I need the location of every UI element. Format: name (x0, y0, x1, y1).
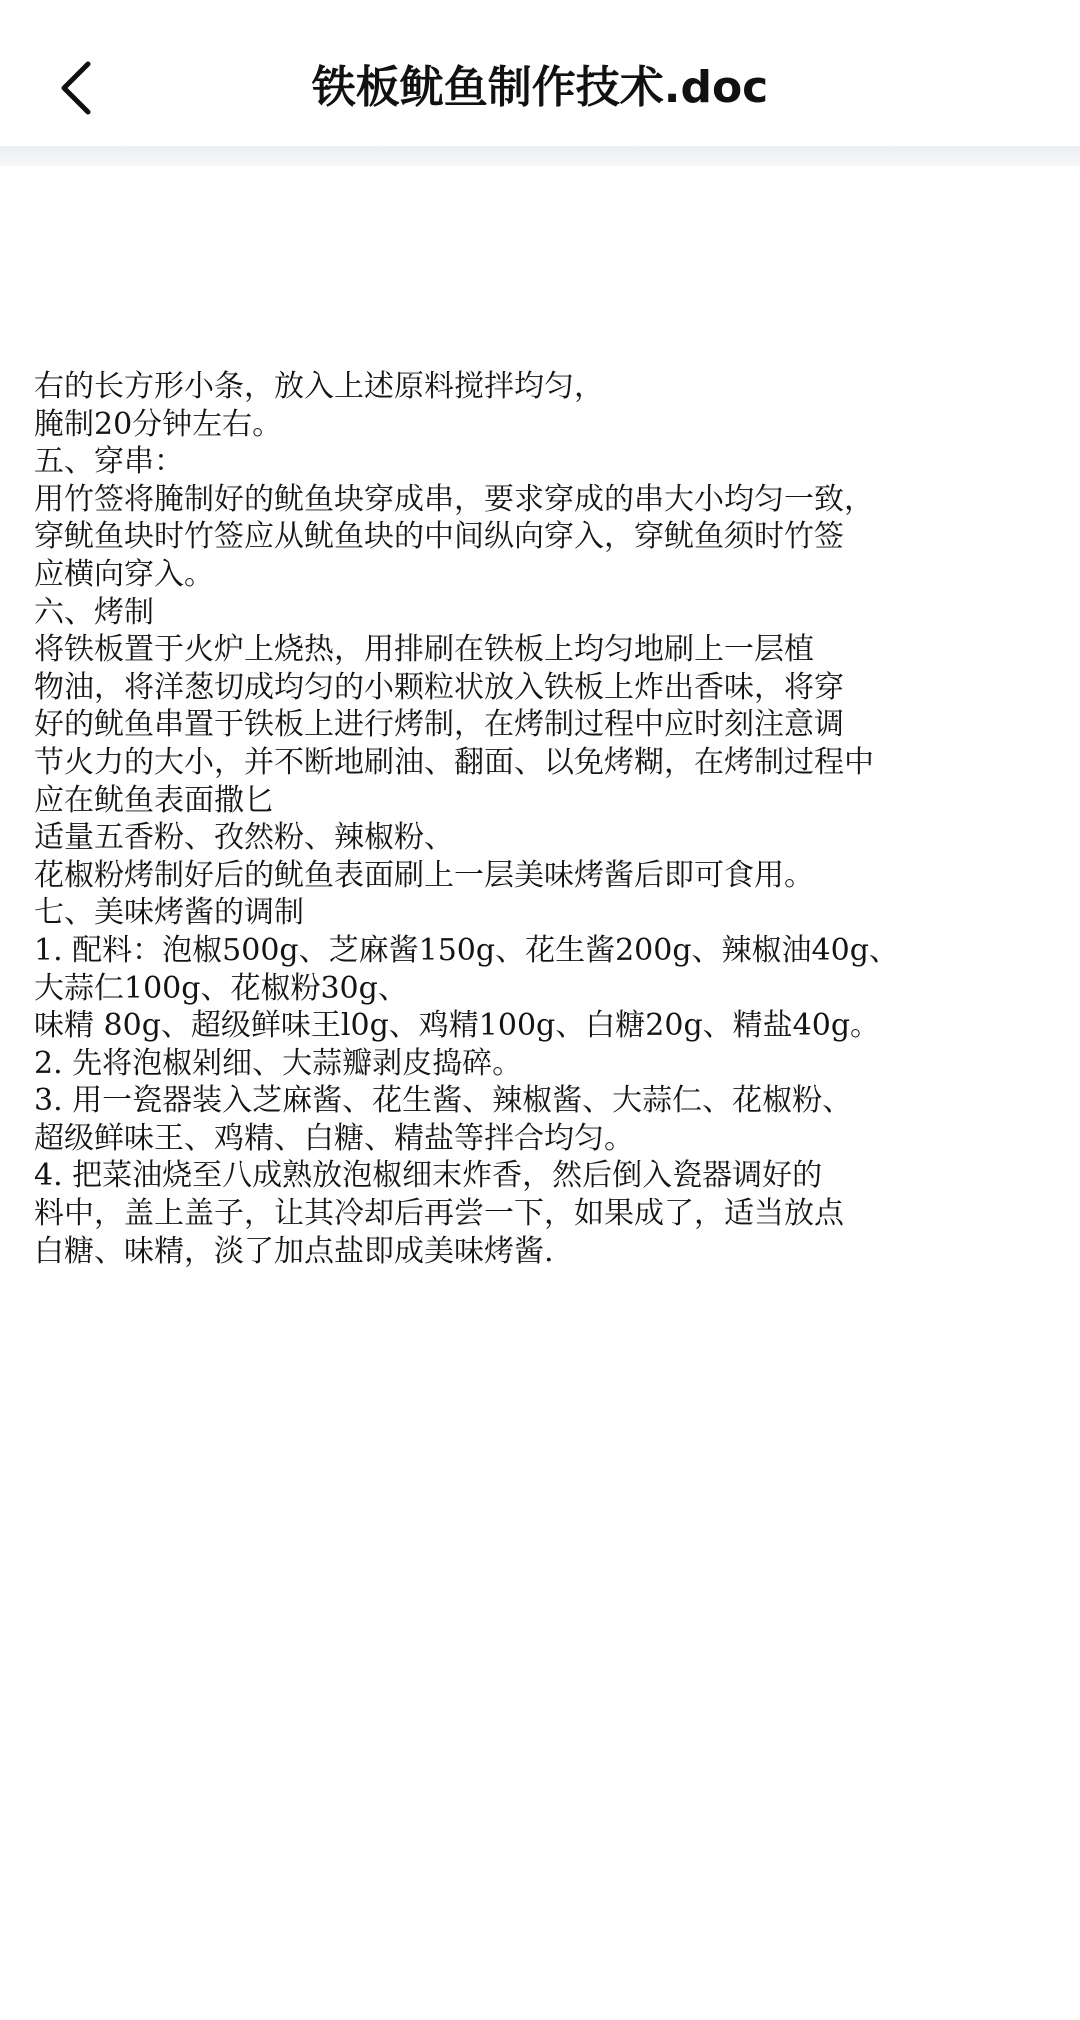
text-line: 穿鱿鱼块时竹签应从鱿鱼块的中间纵向穿入，穿鱿鱼须时竹签 (34, 519, 844, 555)
text-line: 好的鱿鱼串置于铁板上进行烤制，在烤制过程中应时刻注意调 (34, 707, 844, 743)
text-line: 节火力的大小，并不断地刷油、翻面、以免烤糊，在烤制过程中 (34, 744, 874, 780)
section-heading: 六、烤制 (34, 594, 154, 630)
text-line: 4. 把菜油烧至八成熟放泡椒细末炸香，然后倒入瓷器调好的 (34, 1158, 823, 1194)
text-line: 3. 用一瓷器装入芝麻酱、花生酱、辣椒酱、大蒜仁、花椒粉、 (34, 1083, 853, 1119)
text-line: 适量五香粉、孜然粉、辣椒粉、 (34, 820, 454, 856)
document-page[interactable] (0, 166, 1080, 2020)
chevron-left-icon (56, 60, 96, 116)
text-line: 味精 80g、超级鲜味王l0g、鸡精100g、白糖20g、精盐40g。 (34, 1008, 881, 1044)
text-line: 应横向穿入。 (34, 556, 214, 592)
text-line: 用竹签将腌制好的鱿鱼块穿成串，要求穿成的串大小均匀一致， (34, 481, 874, 517)
text-line: 超级鲜味王、鸡精、白糖、精盐等拌合均匀。 (34, 1120, 634, 1156)
header-divider (0, 146, 1080, 166)
text-line: 将铁板置于火炉上烧热，用排刷在铁板上均匀地刷上一层植 (34, 632, 814, 668)
back-button[interactable] (40, 48, 112, 128)
text-line: 2. 先将泡椒剁细、大蒜瓣剥皮捣碎。 (34, 1045, 523, 1081)
document-body (34, 368, 1050, 1270)
text-line: 料中，盖上盖子，让其冷却后再尝一下，如果成了，适当放点 (34, 1196, 844, 1232)
top-bar (0, 0, 1080, 146)
text-line: 1. 配料：泡椒500g、芝麻酱150g、花生酱200g、辣椒油40g、 (34, 932, 899, 968)
text-line: 花椒粉烤制好后的鱿鱼表面刷上一层美味烤酱后即可食用。 (34, 857, 814, 893)
section-heading: 七、美味烤酱的调制 (34, 895, 304, 931)
text-line: 大蒜仁100g、花椒粉30g、 (34, 970, 408, 1006)
text-line: 物油，将洋葱切成均匀的小颗粒状放入铁板上炸出香味，将穿 (34, 669, 844, 705)
section-heading: 五、穿串： (34, 444, 184, 480)
text-line: 应在鱿鱼表面撒匕 (34, 782, 274, 818)
text-line: 右的长方形小条，放入上述原料搅拌均匀， (34, 369, 604, 404)
document-title: 铁板鱿鱼制作技术.doc (311, 62, 769, 113)
text-line: 腌制20分钟左右。 (34, 406, 283, 442)
text-line: 白糖、味精，淡了加点盐即成美味烤酱. (34, 1233, 554, 1269)
